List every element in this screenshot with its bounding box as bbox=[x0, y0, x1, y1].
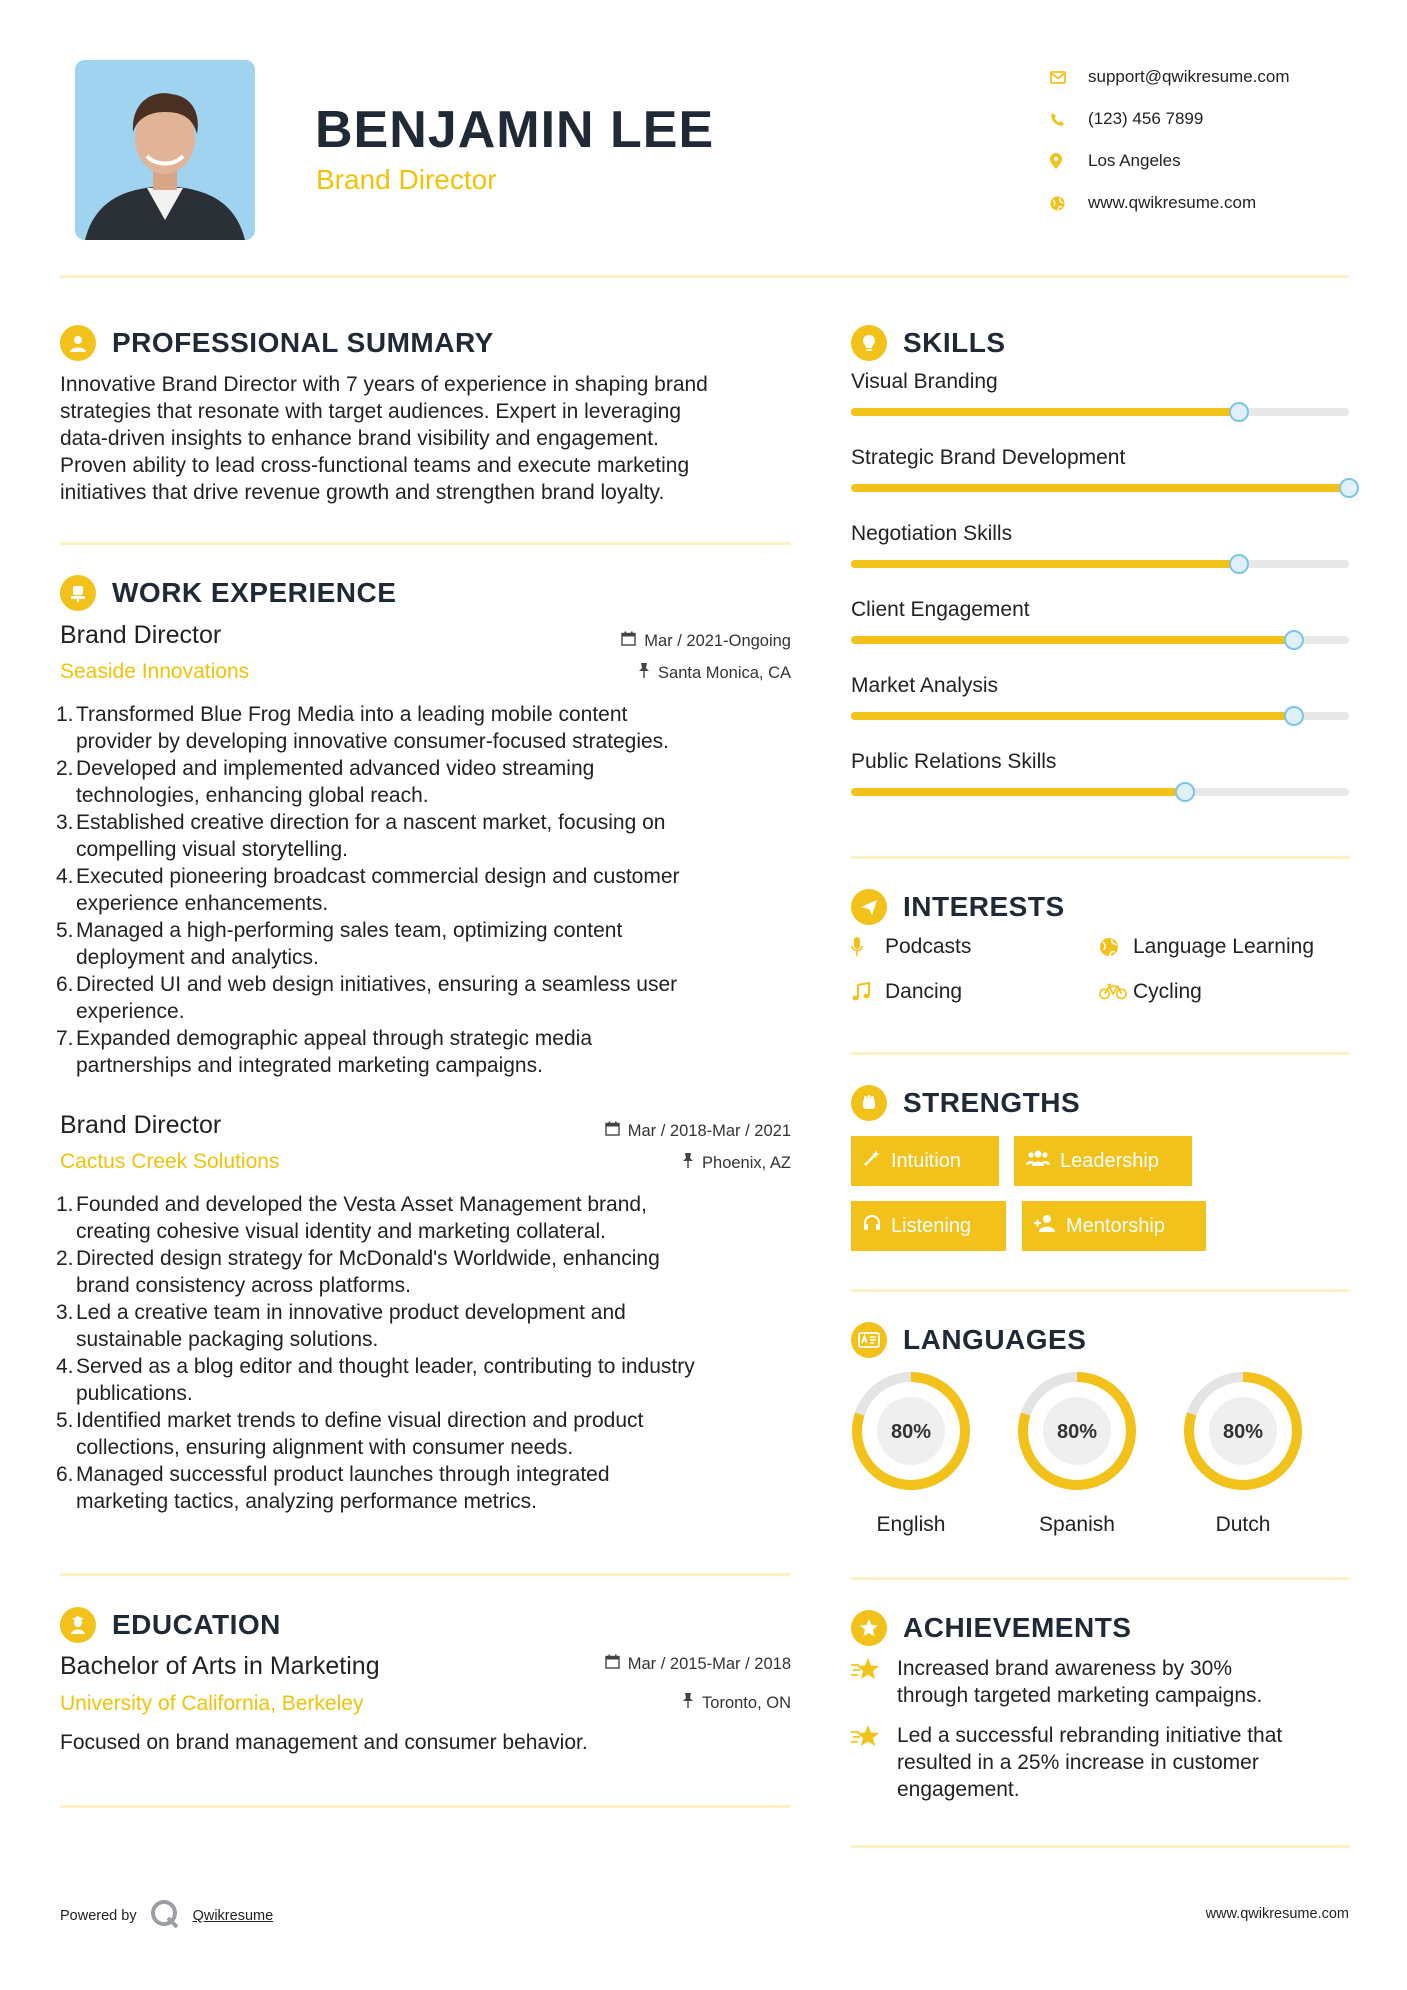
language-item bbox=[1014, 1368, 1140, 1537]
contact-phone-text: (123) 456 7899 bbox=[1088, 109, 1204, 128]
summary-line: Innovative Brand Director with 7 years of experience in shaping brand bbox=[60, 373, 708, 396]
education-location-text: Toronto, ON bbox=[702, 1693, 791, 1712]
duty-number: 2. bbox=[56, 757, 74, 780]
job-location-text: Santa Monica, CA bbox=[658, 663, 791, 682]
contact-location bbox=[1050, 140, 1290, 182]
job-title: Brand Director bbox=[60, 1111, 222, 1139]
duty-number: 7. bbox=[56, 1027, 74, 1050]
summary-line: Proven ability to lead cross-functional teams and execute marketing bbox=[60, 454, 690, 477]
qwikresume-link[interactable]: Qwikresume bbox=[192, 1908, 274, 1924]
footer-powered-by bbox=[60, 1898, 273, 1934]
skill-item bbox=[851, 446, 1349, 492]
achievements-title: ACHIEVEMENTS bbox=[903, 1612, 1132, 1643]
strength-tag bbox=[1022, 1201, 1206, 1251]
job-location-text: Phoenix, AZ bbox=[702, 1153, 791, 1172]
job-duties bbox=[56, 701, 806, 1079]
language-ring bbox=[848, 1368, 974, 1494]
globe-icon bbox=[1099, 937, 1127, 957]
candidate-title: Brand Director bbox=[316, 164, 497, 195]
strength-tag bbox=[851, 1136, 999, 1186]
duty-line: Led a creative team in innovative product development and bbox=[76, 1301, 626, 1324]
strength-label: Intuition bbox=[891, 1149, 962, 1172]
interest-item bbox=[851, 980, 962, 1004]
skill-level-knob bbox=[1175, 782, 1195, 802]
phone-icon bbox=[1050, 112, 1088, 127]
skill-item bbox=[851, 522, 1349, 568]
paper-plane-icon bbox=[851, 889, 887, 925]
header-divider bbox=[60, 275, 1349, 278]
people-group-icon bbox=[1026, 1149, 1050, 1173]
profile-photo bbox=[75, 60, 255, 240]
skill-name: Market Analysis bbox=[851, 674, 999, 697]
skill-item bbox=[851, 598, 1349, 644]
education-divider bbox=[60, 1805, 791, 1808]
duty-item bbox=[56, 1025, 806, 1079]
duty-item bbox=[56, 755, 806, 809]
language-item bbox=[1180, 1368, 1306, 1537]
degree: Bachelor of Arts in Marketing bbox=[60, 1652, 380, 1680]
qwikresume-logo-icon bbox=[149, 1898, 181, 1934]
duty-line: Developed and implemented advanced video streaming bbox=[76, 757, 595, 780]
graduate-icon bbox=[60, 1607, 96, 1643]
skill-name: Public Relations Skills bbox=[851, 750, 1057, 773]
skill-name: Visual Branding bbox=[851, 370, 998, 393]
achievement-line: Led a successful rebranding initiative that bbox=[897, 1724, 1283, 1747]
languages-title: LANGUAGES bbox=[903, 1324, 1087, 1355]
map-pin-icon bbox=[1050, 153, 1088, 169]
job-date-text: Mar / 2018-Mar / 2021 bbox=[627, 1121, 791, 1140]
duty-item bbox=[56, 1191, 806, 1245]
job-location bbox=[682, 1153, 791, 1173]
duty-line: Transformed Blue Frog Media into a leading mobile content bbox=[76, 703, 628, 726]
duty-item bbox=[56, 1407, 806, 1461]
calendar-icon bbox=[605, 1654, 620, 1674]
duty-line: marketing tactics, analyzing performance metrics. bbox=[76, 1490, 538, 1513]
duty-line: Founded and developed the Vesta Asset Management brand, bbox=[76, 1193, 647, 1216]
strength-label: Leadership bbox=[1060, 1149, 1159, 1172]
pushpin-icon bbox=[638, 663, 650, 683]
duty-item bbox=[56, 1245, 806, 1299]
duty-line: Executed pioneering broadcast commercial design and customer bbox=[76, 865, 680, 888]
skill-name: Strategic Brand Development bbox=[851, 446, 1126, 469]
microphone-icon bbox=[851, 937, 879, 957]
duty-line: sustainable packaging solutions. bbox=[76, 1328, 379, 1351]
duty-number: 4. bbox=[56, 865, 74, 888]
skill-name: Negotiation Skills bbox=[851, 522, 1013, 545]
duty-line: publications. bbox=[76, 1382, 193, 1405]
globe-icon bbox=[1050, 196, 1088, 211]
candidate-name: BENJAMIN LEE bbox=[315, 101, 715, 159]
interest-label: Language Learning bbox=[1133, 935, 1315, 958]
duty-line: Managed a high-performing sales team, optimizing content bbox=[76, 919, 623, 942]
achievements-heading bbox=[851, 1610, 1131, 1646]
skill-bar-fill bbox=[851, 408, 1239, 416]
skill-bar-track bbox=[851, 408, 1349, 416]
duty-number: 3. bbox=[56, 811, 74, 834]
interest-item bbox=[1099, 935, 1314, 959]
duty-number: 6. bbox=[56, 973, 74, 996]
interest-item bbox=[851, 935, 971, 959]
achievement-line: through targeted marketing campaigns. bbox=[897, 1684, 1263, 1707]
strengths-heading bbox=[851, 1085, 1080, 1121]
language-name: Spanish bbox=[1039, 1513, 1115, 1536]
achievement-item bbox=[851, 1655, 1349, 1709]
job-location bbox=[638, 663, 791, 683]
strength-tag bbox=[1014, 1136, 1192, 1186]
skill-item bbox=[851, 674, 1349, 720]
headphones-icon bbox=[863, 1214, 881, 1238]
duty-number: 5. bbox=[56, 1409, 74, 1432]
duty-line: Established creative direction for a nascent market, focusing on bbox=[76, 811, 666, 834]
contact-location-text: Los Angeles bbox=[1088, 151, 1181, 170]
summary-heading bbox=[60, 325, 494, 361]
skill-item bbox=[851, 370, 1349, 416]
achievement-item bbox=[851, 1722, 1349, 1803]
skill-level-knob bbox=[1229, 554, 1249, 574]
magic-wand-icon bbox=[863, 1149, 881, 1173]
star-badge-icon bbox=[851, 1610, 887, 1646]
interest-label: Podcasts bbox=[885, 935, 972, 958]
interest-label: Cycling bbox=[1133, 980, 1202, 1003]
skills-heading bbox=[851, 325, 1006, 361]
star-icon bbox=[851, 1655, 897, 1709]
skill-level-knob bbox=[1339, 478, 1359, 498]
duty-number: 5. bbox=[56, 919, 74, 942]
duty-item bbox=[56, 1461, 806, 1515]
skill-bar-track bbox=[851, 636, 1349, 644]
briefcase-icon bbox=[60, 575, 96, 611]
contact-website-text: www.qwikresume.com bbox=[1088, 193, 1257, 212]
languages-heading bbox=[851, 1322, 1086, 1358]
education-date bbox=[605, 1654, 791, 1674]
duty-line: creating cohesive visual identity and marketing collateral. bbox=[76, 1220, 606, 1243]
strengths-title: STRENGTHS bbox=[903, 1087, 1081, 1118]
duty-item bbox=[56, 809, 806, 863]
achievement-line: resulted in a 25% increase in customer bbox=[897, 1751, 1259, 1774]
skills-divider bbox=[851, 856, 1349, 859]
skill-bar-fill bbox=[851, 636, 1294, 644]
music-note-icon bbox=[851, 982, 879, 1002]
languages-divider bbox=[851, 1577, 1349, 1580]
skill-bar-track bbox=[851, 788, 1349, 796]
summary-divider bbox=[60, 542, 791, 545]
interests-title: INTERESTS bbox=[903, 891, 1065, 922]
strengths-divider bbox=[851, 1289, 1349, 1292]
duty-item bbox=[56, 1353, 806, 1407]
skills-title: SKILLS bbox=[903, 327, 1006, 358]
duty-item bbox=[56, 1299, 806, 1353]
language-ring bbox=[1180, 1368, 1306, 1494]
duty-item bbox=[56, 863, 806, 917]
job-company: Seaside Innovations bbox=[60, 660, 250, 683]
skill-bar-fill bbox=[851, 484, 1349, 492]
achievement-line: engagement. bbox=[897, 1778, 1020, 1801]
language-name: Dutch bbox=[1215, 1513, 1271, 1536]
work-heading bbox=[60, 575, 396, 611]
work-divider bbox=[60, 1573, 791, 1576]
duty-line: deployment and analytics. bbox=[76, 946, 319, 969]
duty-line: Identified market trends to define visual direction and product bbox=[76, 1409, 644, 1432]
duty-line: collections, ensuring alignment with consumer needs. bbox=[76, 1436, 574, 1459]
duty-line: Directed UI and web design initiatives, ensuring a seamless user bbox=[76, 973, 678, 996]
envelope-icon bbox=[1050, 71, 1088, 84]
duty-number: 3. bbox=[56, 1301, 74, 1324]
skill-level-knob bbox=[1229, 402, 1249, 422]
education-title: EDUCATION bbox=[112, 1609, 281, 1640]
job-date bbox=[605, 1121, 791, 1141]
language-percent: 80% bbox=[1222, 1421, 1264, 1443]
duty-line: experience enhancements. bbox=[76, 892, 329, 915]
education-date-text: Mar / 2015-Mar / 2018 bbox=[627, 1654, 791, 1673]
duty-line: Managed successful product launches through integrated bbox=[76, 1463, 610, 1486]
duty-number: 1. bbox=[56, 703, 74, 726]
skill-level-knob bbox=[1284, 630, 1304, 650]
lightbulb-icon bbox=[851, 325, 887, 361]
skill-bar-track bbox=[851, 712, 1349, 720]
powered-by-label: Powered by bbox=[60, 1908, 137, 1924]
fist-icon bbox=[851, 1085, 887, 1121]
duty-item bbox=[56, 701, 806, 755]
interests-divider bbox=[851, 1052, 1349, 1055]
skill-name: Client Engagement bbox=[851, 598, 1030, 621]
duty-line: Expanded demographic appeal through strategic media bbox=[76, 1027, 593, 1050]
summary-line: initiatives that drive revenue growth and strengthen brand loyalty. bbox=[60, 481, 665, 504]
language-percent: 80% bbox=[890, 1421, 932, 1443]
skill-bar-fill bbox=[851, 788, 1185, 796]
summary-title: PROFESSIONAL SUMMARY bbox=[112, 327, 494, 358]
duty-line: compelling visual storytelling. bbox=[76, 838, 348, 861]
duty-line: Directed design strategy for McDonald's Worldwide, enhancing bbox=[76, 1247, 660, 1270]
user-icon bbox=[60, 325, 96, 361]
duty-number: 4. bbox=[56, 1355, 74, 1378]
user-plus-icon bbox=[1034, 1214, 1056, 1238]
contact-phone[interactable] bbox=[1050, 98, 1290, 140]
contact-email[interactable] bbox=[1050, 56, 1290, 98]
duty-line: brand consistency across platforms. bbox=[76, 1274, 411, 1297]
contact-list bbox=[1050, 56, 1290, 224]
skill-bar-track bbox=[851, 560, 1349, 568]
strength-label: Listening bbox=[891, 1214, 972, 1237]
duty-line: provider by developing innovative consumer-focused strategies. bbox=[76, 730, 669, 753]
job-date-text: Mar / 2021-Ongoing bbox=[644, 631, 791, 650]
duty-line: experience. bbox=[76, 1000, 185, 1023]
language-card-icon bbox=[851, 1322, 887, 1358]
skill-bar-fill bbox=[851, 560, 1239, 568]
achievement-line: Increased brand awareness by 30% bbox=[897, 1657, 1233, 1680]
pushpin-icon bbox=[682, 1153, 694, 1173]
job-company: Cactus Creek Solutions bbox=[60, 1150, 280, 1173]
school: University of California, Berkeley bbox=[60, 1692, 364, 1715]
duty-line: Served as a blog editor and thought leader, contributing to industry bbox=[76, 1355, 695, 1378]
duty-number: 1. bbox=[56, 1193, 74, 1216]
skill-bar-track bbox=[851, 484, 1349, 492]
calendar-icon bbox=[621, 631, 636, 651]
duty-line: technologies, enhancing global reach. bbox=[76, 784, 429, 807]
footer-website[interactable]: www.qwikresume.com bbox=[1205, 1906, 1349, 1922]
strength-tag bbox=[851, 1201, 1006, 1251]
job-title: Brand Director bbox=[60, 621, 222, 649]
achievements-divider bbox=[851, 1845, 1349, 1848]
job-date bbox=[621, 631, 791, 651]
duty-number: 2. bbox=[56, 1247, 74, 1270]
duty-item bbox=[56, 971, 806, 1025]
education-location bbox=[682, 1693, 791, 1713]
skill-item bbox=[851, 750, 1349, 796]
interests-heading bbox=[851, 889, 1065, 925]
language-name: English bbox=[876, 1513, 946, 1536]
education-heading bbox=[60, 1607, 281, 1643]
contact-website[interactable] bbox=[1050, 182, 1290, 224]
contact-email-text: support@qwikresume.com bbox=[1088, 67, 1290, 86]
work-title: WORK EXPERIENCE bbox=[112, 577, 397, 608]
strength-label: Mentorship bbox=[1066, 1214, 1165, 1237]
star-icon bbox=[851, 1722, 897, 1803]
summary-line: strategies that resonate with target audiences. Expert in leveraging bbox=[60, 400, 682, 423]
duty-line: partnerships and integrated marketing campaigns. bbox=[76, 1054, 543, 1077]
calendar-icon bbox=[605, 1121, 620, 1141]
interest-label: Dancing bbox=[885, 980, 963, 1003]
duty-item bbox=[56, 917, 806, 971]
language-ring bbox=[1014, 1368, 1140, 1494]
skill-bar-fill bbox=[851, 712, 1294, 720]
job-duties bbox=[56, 1191, 806, 1515]
interest-item bbox=[1099, 980, 1202, 1004]
bicycle-icon bbox=[1099, 983, 1127, 1001]
duty-number: 6. bbox=[56, 1463, 74, 1486]
skill-level-knob bbox=[1284, 706, 1304, 726]
summary-text bbox=[60, 371, 800, 506]
summary-line: data-driven insights to enhance brand visibility and engagement. bbox=[60, 427, 659, 450]
pushpin-icon bbox=[682, 1693, 694, 1713]
language-percent: 80% bbox=[1056, 1421, 1098, 1443]
education-description: Focused on brand management and consumer behavior. bbox=[60, 1731, 588, 1754]
language-item bbox=[848, 1368, 974, 1537]
